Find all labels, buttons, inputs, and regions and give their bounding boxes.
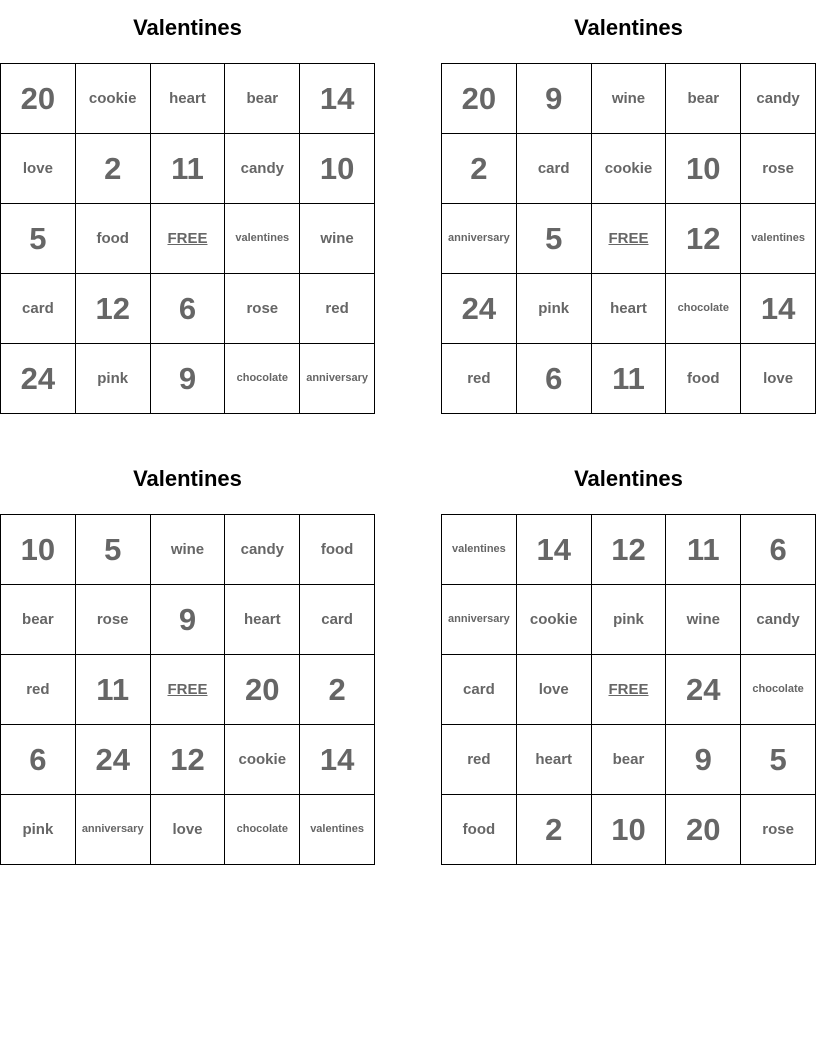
word-cell: cookie (225, 725, 300, 795)
number-cell: 12 (76, 274, 151, 344)
word-cell: bear (666, 64, 741, 134)
number-cell: 6 (741, 515, 816, 585)
word-cell: card (300, 585, 375, 655)
word-cell: wine (666, 585, 741, 655)
number-cell: 9 (151, 585, 226, 655)
word-cell: food (76, 204, 151, 274)
word-cell: food (300, 515, 375, 585)
word-cell: red (1, 655, 76, 725)
number-cell: 14 (741, 274, 816, 344)
number-cell: 14 (517, 515, 592, 585)
word-cell: love (151, 795, 226, 865)
number-cell: 14 (300, 64, 375, 134)
number-cell: 5 (1, 204, 76, 274)
word-cell: wine (151, 515, 226, 585)
number-cell: 9 (517, 64, 592, 134)
word-cell: card (517, 134, 592, 204)
word-cell: card (442, 655, 517, 725)
word-cell: bear (1, 585, 76, 655)
number-cell: 6 (517, 344, 592, 414)
number-cell: 20 (442, 64, 517, 134)
word-cell: pink (517, 274, 592, 344)
word-cell: anniversary (300, 344, 375, 414)
word-cell: cookie (592, 134, 667, 204)
number-cell: 10 (1, 515, 76, 585)
number-cell: 10 (300, 134, 375, 204)
word-cell: food (442, 795, 517, 865)
word-cell: heart (592, 274, 667, 344)
word-cell: wine (300, 204, 375, 274)
word-cell: anniversary (442, 204, 517, 274)
word-cell: love (517, 655, 592, 725)
number-cell: 5 (741, 725, 816, 795)
free-space: FREE (592, 655, 667, 725)
word-cell: anniversary (442, 585, 517, 655)
free-space: FREE (592, 204, 667, 274)
number-cell: 10 (592, 795, 667, 865)
number-cell: 9 (666, 725, 741, 795)
word-cell: rose (225, 274, 300, 344)
number-cell: 20 (1, 64, 76, 134)
word-cell: wine (592, 64, 667, 134)
word-cell: love (1, 134, 76, 204)
number-cell: 6 (151, 274, 226, 344)
word-cell: valentines (741, 204, 816, 274)
number-cell: 2 (517, 795, 592, 865)
number-cell: 5 (517, 204, 592, 274)
word-cell: red (442, 725, 517, 795)
word-cell: red (442, 344, 517, 414)
word-cell: candy (225, 515, 300, 585)
word-cell: bear (592, 725, 667, 795)
number-cell: 6 (1, 725, 76, 795)
number-cell: 2 (76, 134, 151, 204)
card-title: Valentines (574, 15, 683, 40)
word-cell: rose (741, 795, 816, 865)
number-cell: 2 (442, 134, 517, 204)
number-cell: 20 (666, 795, 741, 865)
word-cell: heart (151, 64, 226, 134)
word-cell: chocolate (741, 655, 816, 725)
number-cell: 12 (151, 725, 226, 795)
number-cell: 11 (76, 655, 151, 725)
word-cell: rose (76, 585, 151, 655)
number-cell: 14 (300, 725, 375, 795)
word-cell: cookie (76, 64, 151, 134)
word-cell: chocolate (225, 344, 300, 414)
word-cell: heart (225, 585, 300, 655)
word-cell: pink (1, 795, 76, 865)
number-cell: 11 (666, 515, 741, 585)
card-title: Valentines (133, 15, 242, 40)
word-cell: cookie (517, 585, 592, 655)
number-cell: 24 (1, 344, 76, 414)
word-cell: heart (517, 725, 592, 795)
number-cell: 20 (225, 655, 300, 725)
word-cell: bear (225, 64, 300, 134)
number-cell: 2 (300, 655, 375, 725)
number-cell: 5 (76, 515, 151, 585)
bingo-grid (441, 514, 816, 865)
word-cell: pink (76, 344, 151, 414)
word-cell: anniversary (76, 795, 151, 865)
card-title: Valentines (574, 466, 683, 491)
word-cell: rose (741, 134, 816, 204)
number-cell: 11 (151, 134, 226, 204)
number-cell: 24 (442, 274, 517, 344)
word-cell: red (300, 274, 375, 344)
number-cell: 9 (151, 344, 226, 414)
card-title: Valentines (133, 466, 242, 491)
number-cell: 24 (76, 725, 151, 795)
word-cell: candy (741, 64, 816, 134)
word-cell: valentines (442, 515, 517, 585)
number-cell: 10 (666, 134, 741, 204)
number-cell: 12 (592, 515, 667, 585)
word-cell: chocolate (225, 795, 300, 865)
word-cell: food (666, 344, 741, 414)
free-space: FREE (151, 204, 226, 274)
word-cell: card (1, 274, 76, 344)
word-cell: valentines (225, 204, 300, 274)
word-cell: love (741, 344, 816, 414)
number-cell: 12 (666, 204, 741, 274)
number-cell: 24 (666, 655, 741, 725)
word-cell: pink (592, 585, 667, 655)
bingo-grid (441, 63, 816, 414)
word-cell: candy (225, 134, 300, 204)
bingo-grid (0, 63, 375, 414)
word-cell: valentines (300, 795, 375, 865)
number-cell: 11 (592, 344, 667, 414)
free-space: FREE (151, 655, 226, 725)
bingo-grid (0, 514, 375, 865)
word-cell: chocolate (666, 274, 741, 344)
word-cell: candy (741, 585, 816, 655)
